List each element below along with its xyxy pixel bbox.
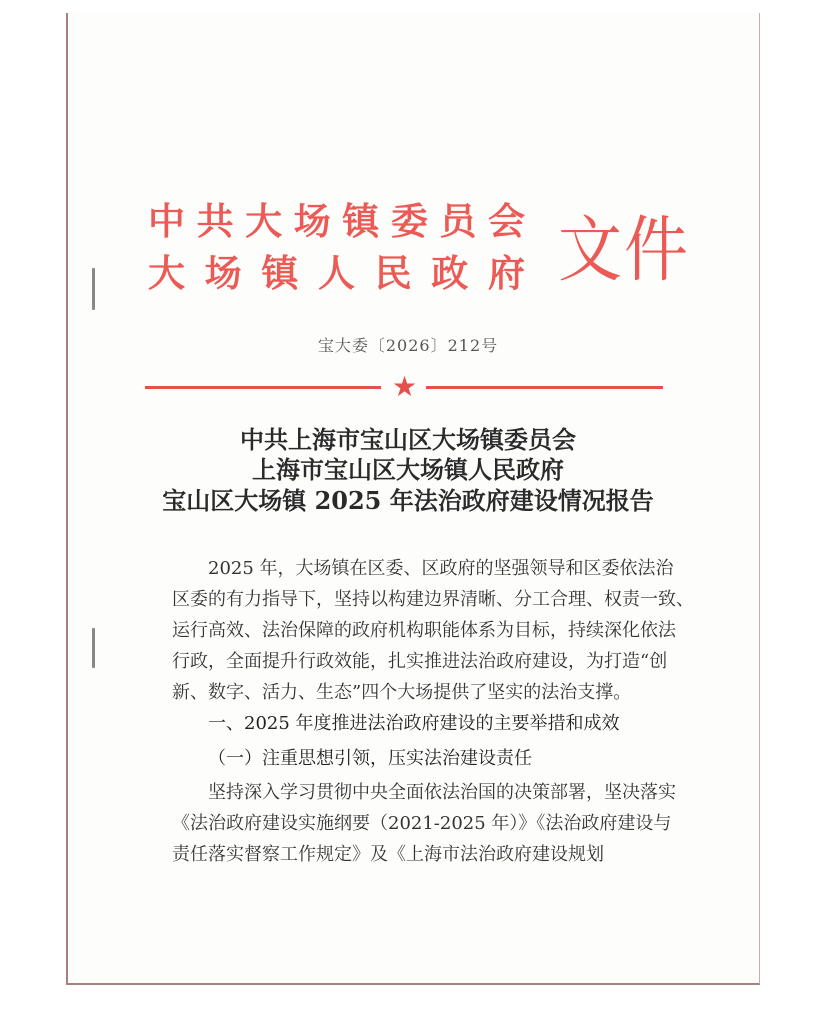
title-line-2: 上海市宝山区大场镇人民政府	[252, 455, 564, 484]
subsection-heading: （一）注重思想引领，压实法治建设责任	[208, 748, 532, 769]
issuer-char: 会	[487, 200, 525, 243]
document-number: 宝大委〔2026〕212号	[317, 336, 499, 355]
text-line: 运行高效、法治保障的政府机构职能体系为目标，持续深化依法	[172, 620, 676, 641]
issuer-line-government	[148, 252, 525, 296]
issuer-char: 镇	[342, 200, 380, 243]
star-icon: ★	[392, 370, 418, 403]
issuer-char: 镇	[261, 252, 299, 295]
binding-mark	[92, 628, 95, 668]
issuer-char: 府	[487, 252, 525, 295]
issuer-char: 员	[439, 200, 477, 243]
intro-paragraph	[172, 553, 694, 870]
red-divider-left	[145, 386, 381, 389]
issuer-char: 民	[374, 252, 412, 295]
binding-mark	[92, 268, 95, 310]
issuer-char: 场	[293, 200, 331, 243]
issuer-char: 大	[245, 200, 283, 243]
issuer-char: 委	[390, 200, 428, 243]
title-line-1: 中共上海市宝山区大场镇委员会	[240, 425, 576, 454]
section-heading: 一、2025 年度推进法治政府建设的主要举措和成效	[208, 713, 620, 734]
document-type-label: 文件	[558, 209, 690, 293]
issuer-line-committee	[148, 200, 525, 244]
text-line: 新、数字、活力、生态”四个大场提供了坚实的法治支撑。	[172, 682, 632, 703]
issuer-char: 人	[317, 252, 355, 295]
issuer-char: 政	[431, 252, 469, 295]
issuer-char: 共	[196, 200, 234, 243]
issuer-char: 场	[204, 252, 242, 295]
issuer-char: 大	[148, 252, 185, 295]
text-line: 坚持深入学习贯彻中央全面依法治国的决策部署，坚决落实	[208, 782, 676, 803]
text-line: 2025 年，大场镇在区委、区政府的坚强领导和区委依法治	[208, 558, 674, 579]
title-line-3: 宝山区大场镇 2025 年法治政府建设情况报告	[162, 486, 654, 515]
red-divider-right	[426, 386, 663, 389]
text-line: 行政，全面提升行政效能，扎实推进法治政府建设，为打造“创	[172, 651, 668, 672]
text-line: 责任落实督察工作规定》及《上海市法治政府建设规划	[172, 844, 604, 865]
text-line: 《法治政府建设实施纲要（2021-2025 年）》《法治政府建设与	[172, 813, 672, 834]
text-line: 区委的有力指导下，坚持以构建边界清晰、分工合理、权责一致、	[172, 589, 694, 610]
issuer-char: 中	[148, 200, 185, 243]
